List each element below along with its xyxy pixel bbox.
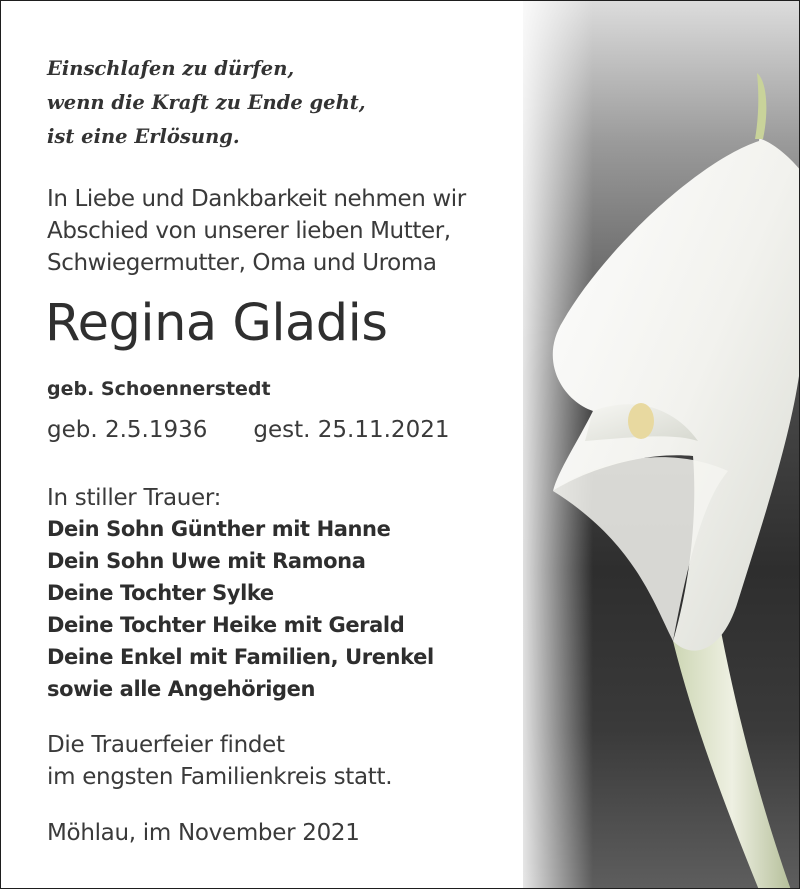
mourners-intro: In stiller Trauer: <box>47 485 222 511</box>
maiden-name: geb. Schoennerstedt <box>47 378 271 400</box>
mourner-line: Deine Tochter Sylke <box>47 581 274 605</box>
service-line: Die Trauerfeier findet <box>47 732 285 758</box>
mourner-line: Deine Enkel mit Familien, Urenkel <box>47 645 434 669</box>
mourner-line: Dein Sohn Günther mit Hanne <box>47 517 391 541</box>
service-line: im engsten Familienkreis statt. <box>47 764 393 790</box>
life-dates <box>47 414 449 446</box>
intro-line: In Liebe und Dankbarkeit nehmen wir <box>47 186 466 212</box>
motto-line: ist eine Erlösung. <box>47 125 240 148</box>
calla-lily-icon <box>523 1 800 889</box>
calla-lily-image <box>523 1 800 889</box>
motto <box>47 52 366 154</box>
deceased-name: Regina Gladis <box>45 294 388 353</box>
intro-line: Abschied von unserer lieben Mutter, <box>47 218 451 244</box>
mourner-line: sowie alle Angehörigen <box>47 677 316 701</box>
mourner-line: Deine Tochter Heike mit Gerald <box>47 613 405 637</box>
intro-line: Schwiegermutter, Oma und Uroma <box>47 250 437 276</box>
birth-date: geb. 2.5.1936 <box>47 417 208 443</box>
mourners-list <box>47 513 434 705</box>
death-date: gest. 25.11.2021 <box>253 417 450 443</box>
motto-line: wenn die Kraft zu Ende geht, <box>47 91 366 114</box>
mourner-line: Dein Sohn Uwe mit Ramona <box>47 549 366 573</box>
intro-text <box>47 183 466 279</box>
place-date: Möhlau, im November 2021 <box>47 820 360 846</box>
service-info <box>47 729 392 793</box>
motto-line: Einschlafen zu dürfen, <box>47 57 295 80</box>
